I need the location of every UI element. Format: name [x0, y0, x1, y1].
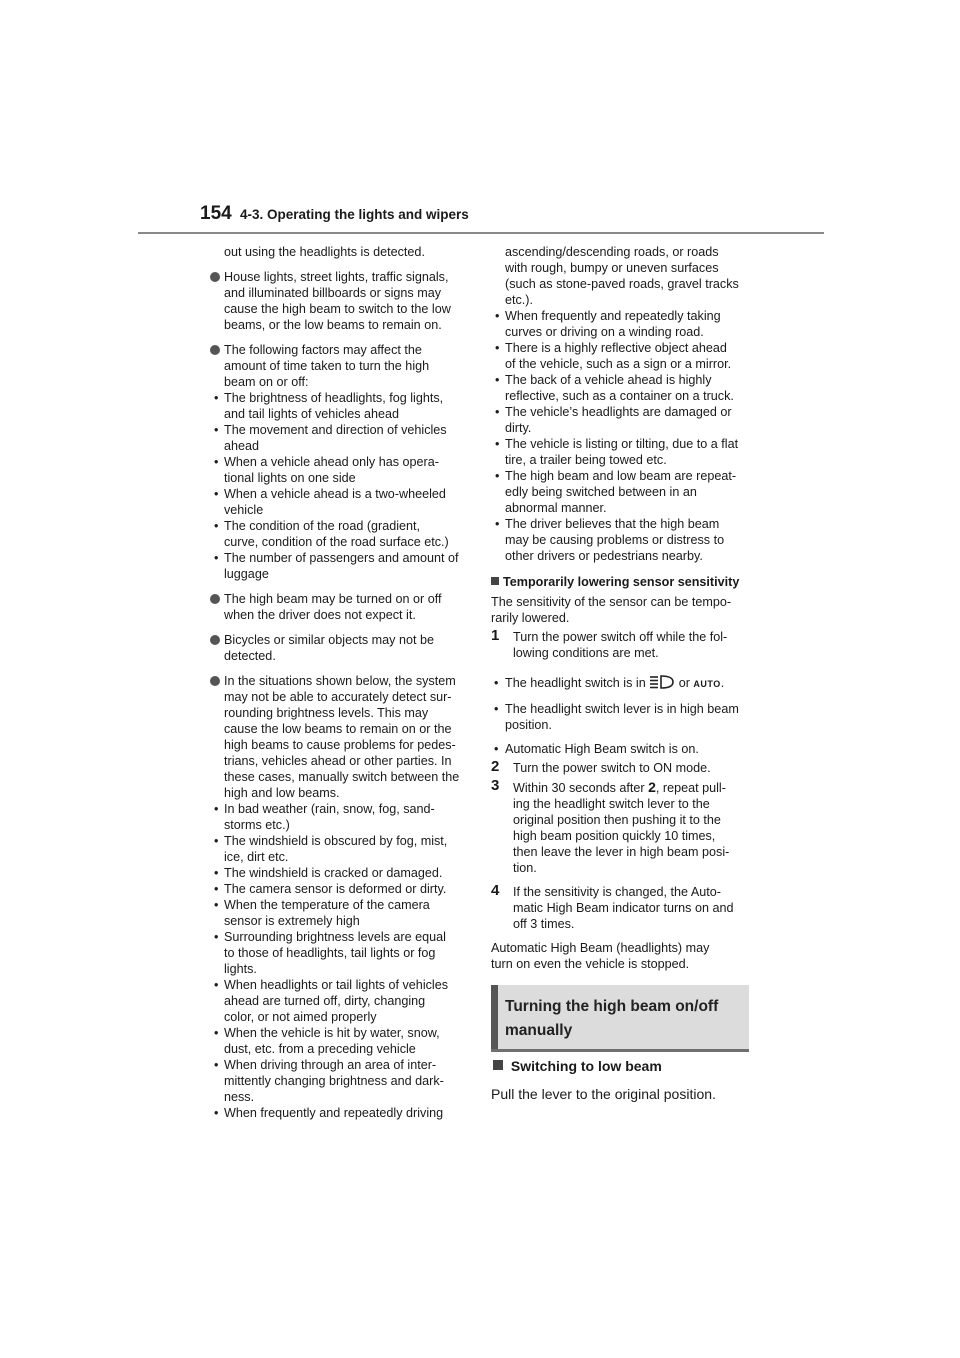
- list-item: [196, 865, 472, 881]
- text-line: trians, vehicles ahead or other parties. In: [224, 754, 452, 768]
- text-line: to those of headlights, tail lights or fog: [224, 946, 436, 960]
- text-line: dirty.: [505, 421, 532, 435]
- text-line: (such as stone-paved roads, gravel tracks: [505, 277, 739, 291]
- text-line: The windshield is obscured by fog, mist,: [224, 834, 448, 848]
- step-number: 4: [491, 882, 500, 899]
- text-line: with rough, bumpy or uneven surfaces: [505, 261, 719, 275]
- text-line: The condition of the road (gradient,: [224, 519, 421, 533]
- condition-lever: [491, 701, 753, 733]
- text-line: rarily lowered.: [491, 611, 570, 625]
- square-icon: [493, 1060, 503, 1070]
- text-line: The number of passengers and amount of: [224, 551, 459, 565]
- step-4: [491, 884, 753, 932]
- text-line: high beams to cause problems for pedes-: [224, 738, 456, 752]
- list-marker: •: [214, 1058, 219, 1072]
- list-marker: •: [495, 469, 500, 483]
- text-line: amount of time taken to turn the high: [224, 359, 430, 373]
- list-marker: •: [495, 373, 500, 387]
- text-line: of the vehicle, such as a sign or a mirror.: [505, 357, 732, 371]
- bullet-icon: [210, 345, 220, 355]
- text-line: cause the high beam to switch to the low: [224, 302, 451, 316]
- low-beam-heading: Switching to low beam: [493, 1058, 662, 1074]
- low-beam-text: Pull the lever to the original position.: [491, 1086, 716, 1102]
- text-line: ness.: [224, 1090, 255, 1104]
- list-item: [196, 1025, 472, 1057]
- bullet-bicycles: [210, 632, 472, 664]
- list-item: [196, 454, 472, 486]
- text-line: ahead: [224, 439, 260, 453]
- text-line: The vehicle is listing or tilting, due to a flat: [505, 437, 739, 451]
- bullet-situations: [210, 673, 472, 801]
- list-marker: •: [214, 866, 219, 880]
- list-marker: •: [214, 930, 219, 944]
- auto-icon: AUTO: [693, 679, 721, 689]
- step-1: [491, 629, 753, 661]
- bullet-factors: [210, 342, 472, 390]
- list-marker: •: [214, 802, 219, 816]
- continued-text: [491, 244, 753, 308]
- sensitivity-paragraph: [491, 594, 753, 626]
- text-line: out using the headlights is detected.: [224, 245, 425, 259]
- banner-accent: [491, 985, 498, 1049]
- step-number: 2: [491, 758, 500, 775]
- left-column: [210, 244, 472, 1121]
- text-line: ice, dirt etc.: [224, 850, 289, 864]
- text-line: ing the headlight switch lever to the: [513, 797, 710, 811]
- text-line: may be causing problems or distress to: [505, 533, 725, 547]
- condition-headlight-switch: • The headlight switch is in or AUTO.: [491, 675, 753, 693]
- text-line: off 3 times.: [513, 917, 575, 931]
- step-2: [491, 760, 753, 776]
- list-item: [196, 518, 472, 550]
- text-line: original position then pushing it to the: [513, 813, 721, 827]
- list-item: [491, 436, 753, 468]
- list-item: [491, 516, 753, 564]
- list-item: [196, 881, 472, 897]
- section-banner: [491, 985, 749, 1052]
- text-line: other drivers or pedestrians nearby.: [505, 549, 703, 563]
- list-marker: •: [494, 676, 499, 690]
- text-line: ascending/descending roads, or roads: [505, 245, 719, 259]
- list-marker: •: [495, 405, 500, 419]
- list-item: [196, 486, 472, 518]
- text-line: reflective, such as a container on a truck.: [505, 389, 734, 403]
- list-marker: •: [214, 898, 219, 912]
- text-line: curve, condition of the road surface etc.): [224, 535, 449, 549]
- text-line: The high beam may be turned on or off: [224, 592, 442, 606]
- list-marker: •: [494, 742, 499, 756]
- text-line: When the vehicle is hit by water, snow,: [224, 1026, 440, 1040]
- text-line: beam on or off:: [224, 375, 309, 389]
- text-line: The high beam and low beam are repeat-: [505, 469, 737, 483]
- text-line: lights.: [224, 962, 257, 976]
- text-line: The sensitivity of the sensor can be tempo-: [491, 595, 732, 609]
- list-marker: •: [214, 978, 219, 992]
- list-marker: •: [214, 1106, 219, 1120]
- text-line: color, or not aimed properly: [224, 1010, 377, 1024]
- text-line: then leave the lever in high beam posi-: [513, 845, 730, 859]
- text-line: If the sensitivity is changed, the Auto-: [513, 885, 721, 899]
- text-line: these cases, manually switch between the: [224, 770, 460, 784]
- text-line: tire, a trailer being towed etc.: [505, 453, 667, 467]
- header-rule: [138, 232, 824, 234]
- list-marker: •: [495, 309, 500, 323]
- text-line: lowing conditions are met.: [513, 646, 659, 660]
- text-line: when the driver does not expect it.: [224, 608, 416, 622]
- text-line: When the temperature of the camera: [224, 898, 430, 912]
- text-line: The headlight switch lever is in high beam: [505, 702, 739, 716]
- list-item: [196, 550, 472, 582]
- text-line: Turn the power switch to ON mode.: [513, 761, 711, 775]
- list-item: [491, 468, 753, 516]
- text-line: high beam position quickly 10 times,: [513, 829, 716, 843]
- list-item: [196, 390, 472, 422]
- text-line: Turning the high beam on/off: [505, 998, 719, 1015]
- list-marker: •: [214, 455, 219, 469]
- list-marker: •: [495, 437, 500, 451]
- text-line: When a vehicle ahead is a two-wheeled: [224, 487, 446, 501]
- text-line: The movement and direction of vehicles: [224, 423, 447, 437]
- text-line: When driving through an area of inter-: [224, 1058, 437, 1072]
- text-line: The following factors may affect the: [224, 343, 422, 357]
- headlight-icon: [649, 675, 675, 693]
- text-line: position.: [505, 718, 552, 732]
- list-marker: •: [214, 391, 219, 405]
- text-line: The camera sensor is deformed or dirty.: [224, 882, 447, 896]
- list-item: [491, 372, 753, 404]
- text-line: rounding brightness levels. This may: [224, 706, 429, 720]
- text-line: Within 30 seconds after 2, repeat pull-: [513, 779, 726, 795]
- list-marker: •: [214, 423, 219, 437]
- text-line: When frequently and repeatedly driving: [224, 1106, 444, 1120]
- list-marker: •: [495, 517, 500, 531]
- text-line: sensor is extremely high: [224, 914, 360, 928]
- list-marker: •: [214, 551, 219, 565]
- text-line: and illuminated billboards or signs may: [224, 286, 442, 300]
- list-marker: •: [494, 702, 499, 716]
- step-3: [491, 779, 753, 876]
- text-line: The driver believes that the high beam: [505, 517, 720, 531]
- list-marker: •: [214, 487, 219, 501]
- list-marker: •: [214, 519, 219, 533]
- text-line: The windshield is cracked or damaged.: [224, 866, 443, 880]
- sensitivity-heading: Temporarily lowering sensor sensitivity: [491, 574, 753, 590]
- text-line: vehicle: [224, 503, 264, 517]
- step-number: 1: [491, 627, 500, 644]
- text-line: When frequently and repeatedly taking: [505, 309, 721, 323]
- text-line: When a vehicle ahead only has opera-: [224, 455, 439, 469]
- text-line: There is a highly reflective object ahead: [505, 341, 727, 355]
- section-title: 4-3. Operating the lights and wipers: [240, 207, 469, 222]
- list-marker: •: [214, 882, 219, 896]
- page-number: 154: [200, 203, 232, 224]
- text-line: In bad weather (rain, snow, fog, sand-: [224, 802, 435, 816]
- text-line: dust, etc. from a preceding vehicle: [224, 1042, 416, 1056]
- list-item: [196, 977, 472, 1025]
- condition-ahb-switch: [491, 741, 753, 757]
- bullet-icon: [210, 635, 220, 645]
- list-item: [196, 422, 472, 454]
- bullet-icon: [210, 594, 220, 604]
- text-line: The back of a vehicle ahead is highly: [505, 373, 712, 387]
- text-line: Bicycles or similar objects may not be: [224, 633, 434, 647]
- text-line: In the situations shown below, the system: [224, 674, 456, 688]
- text-line: abnormal manner.: [505, 501, 607, 515]
- list-item: [196, 897, 472, 929]
- bullet-unexpected: [210, 591, 472, 623]
- text-line: detected.: [224, 649, 276, 663]
- bullet-icon: [210, 676, 220, 686]
- list-item: [491, 340, 753, 372]
- bullet-house-lights: [210, 269, 472, 333]
- intro-text: [210, 244, 472, 260]
- list-item: [196, 1057, 472, 1105]
- text-line: The brightness of headlights, fog lights,: [224, 391, 444, 405]
- text-line: beams, or the low beams to remain on.: [224, 318, 442, 332]
- note-paragraph: [491, 940, 753, 972]
- banner-title: [505, 995, 745, 1043]
- text-line: tional lights on one side: [224, 471, 356, 485]
- text-line: etc.).: [505, 293, 533, 307]
- bullet-icon: [210, 272, 220, 282]
- list-item: [196, 929, 472, 977]
- text-line: Surrounding brightness levels are equal: [224, 930, 446, 944]
- text-line: edly being switched between in an: [505, 485, 697, 499]
- page-header: [138, 203, 824, 235]
- text-line: turn on even the vehicle is stopped.: [491, 957, 690, 971]
- text-line: luggage: [224, 567, 269, 581]
- list-marker: •: [214, 834, 219, 848]
- list-item: [196, 833, 472, 865]
- text-line: Automatic High Beam (headlights) may: [491, 941, 710, 955]
- text-line: House lights, street lights, traffic signals,: [224, 270, 449, 284]
- step-number: 3: [491, 777, 500, 794]
- text-line: manually: [505, 1022, 573, 1039]
- text-line: ahead are turned off, dirty, changing: [224, 994, 426, 1008]
- list-marker: •: [495, 341, 500, 355]
- square-icon: [491, 577, 499, 585]
- list-item: [196, 801, 472, 833]
- text-line: mittently changing brightness and dark-: [224, 1074, 444, 1088]
- list-item: [196, 1105, 472, 1121]
- text-line: When headlights or tail lights of vehicles: [224, 978, 449, 992]
- text-line: matic High Beam indicator turns on and: [513, 901, 734, 915]
- text-line: Automatic High Beam switch is on.: [505, 742, 699, 756]
- right-column: [491, 244, 753, 972]
- text-line: curves or driving on a winding road.: [505, 325, 704, 339]
- list-item: [491, 308, 753, 340]
- list-marker: •: [214, 1026, 219, 1040]
- text-line: tion.: [513, 861, 537, 875]
- text-line: and tail lights of vehicles ahead: [224, 407, 400, 421]
- text-line: The vehicle’s headlights are damaged or: [505, 405, 732, 419]
- text-line: storms etc.): [224, 818, 290, 832]
- text-line: cause the low beams to remain on or the: [224, 722, 452, 736]
- list-item: [491, 404, 753, 436]
- text-line: Turn the power switch off while the fol-: [513, 630, 728, 644]
- text-line: high and low beams.: [224, 786, 340, 800]
- text-line: may not be able to accurately detect sur-: [224, 690, 452, 704]
